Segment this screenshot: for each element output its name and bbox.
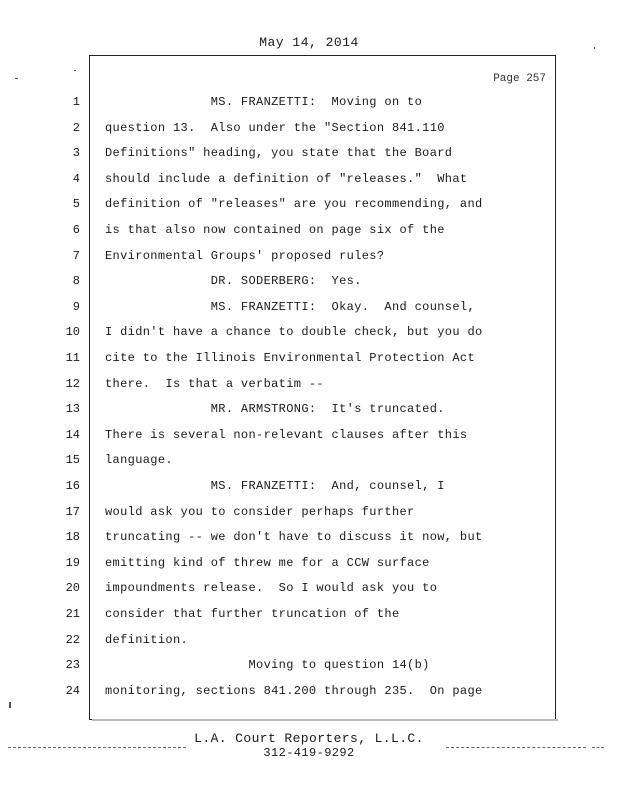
transcript-line-text: There is several non-relevant clauses after this <box>105 428 468 442</box>
transcript-line-text: should include a definition of "releases." What <box>105 172 468 186</box>
line-number: 13 <box>65 402 80 416</box>
line-number: 7 <box>72 249 80 263</box>
line-number: 1 <box>72 95 80 109</box>
transcript-line-text: truncating -- we don't have to discuss it now, but <box>105 530 483 544</box>
line-number: 20 <box>65 581 80 595</box>
scan-speck <box>15 78 18 79</box>
line-number: 14 <box>65 428 80 442</box>
transcript-line-text: would ask you to consider perhaps further <box>105 505 415 519</box>
transcript-line-text: MR. ARMSTRONG: It's truncated. <box>105 402 445 416</box>
page-number: Page 257 <box>493 73 546 85</box>
line-number: 4 <box>72 172 80 186</box>
reporter-phone: 312-419-9292 <box>263 746 355 760</box>
line-number: 10 <box>65 325 80 339</box>
transcript-line-text: MS. FRANZETTI: And, counsel, I <box>105 479 445 493</box>
frame-shadow <box>92 719 558 721</box>
line-number: 16 <box>65 479 80 493</box>
line-number: 24 <box>65 684 80 698</box>
line-number: 23 <box>65 658 80 672</box>
transcript-line-text: monitoring, sections 841.200 through 235. On page <box>105 684 483 698</box>
line-number: 18 <box>65 530 80 544</box>
transcript-line-text: Environmental Groups' proposed rules? <box>105 249 385 263</box>
line-number: 19 <box>65 556 80 570</box>
transcript-line-text: I didn't have a chance to double check, but you do <box>105 325 483 339</box>
line-number: 12 <box>65 377 80 391</box>
transcript-date: May 14, 2014 <box>259 35 359 50</box>
transcript-line-text: definition. <box>105 633 189 647</box>
line-number: 21 <box>65 607 80 621</box>
line-number: 17 <box>65 505 80 519</box>
line-number: 9 <box>72 300 80 314</box>
scan-speck <box>9 702 11 708</box>
line-number: 2 <box>72 121 80 135</box>
transcript-line-text: Definitions" heading, you state that the Board <box>105 146 453 160</box>
transcript-line-text: Moving to question 14(b) <box>105 658 430 672</box>
scan-speck <box>74 70 76 71</box>
transcript-line-text: is that also now contained on page six of the <box>105 223 445 237</box>
line-number: 22 <box>65 633 80 647</box>
transcript-line-text: emitting kind of threw me for a CCW surface <box>105 556 430 570</box>
scan-speck <box>594 47 595 49</box>
line-number: 8 <box>72 274 80 288</box>
transcript-line-text: cite to the Illinois Environmental Protection Act <box>105 351 476 365</box>
transcript-line-text: impoundments release. So I would ask you to <box>105 581 438 595</box>
transcript-line-text: MS. FRANZETTI: Moving on to <box>105 95 423 109</box>
line-number: 5 <box>72 197 80 211</box>
transcript-line-text: language. <box>105 453 173 467</box>
transcript-line-text: MS. FRANZETTI: Okay. And counsel, <box>105 300 476 314</box>
line-number: 6 <box>72 223 80 237</box>
reporter-company: L.A. Court Reporters, L.L.C. <box>194 731 424 746</box>
transcript-line-text: question 13. Also under the "Section 841.110 <box>105 121 445 135</box>
transcript-line-text: there. Is that a verbatim -- <box>105 377 324 391</box>
line-number: 15 <box>65 453 80 467</box>
line-number: 11 <box>65 351 80 365</box>
line-number: 3 <box>72 146 80 160</box>
transcript-line-text: definition of "releases" are you recommending, and <box>105 197 483 211</box>
transcript-line-text: DR. SODERBERG: Yes. <box>105 274 362 288</box>
transcript-line-text: consider that further truncation of the <box>105 607 400 621</box>
